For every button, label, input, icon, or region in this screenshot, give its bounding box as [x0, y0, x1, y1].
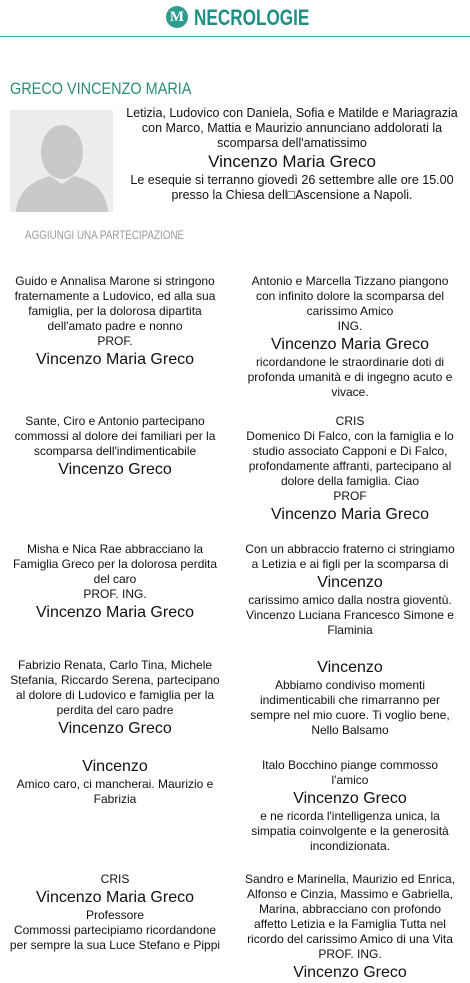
participation-text: ricordandone le straordinarie doti di profonda umanità e di ingegno acuto e vivace.	[247, 355, 453, 399]
participation-name: Vincenzo	[317, 659, 383, 676]
participation-title: Professore	[85, 908, 145, 922]
participation-title: CRIS	[100, 872, 130, 886]
participation-text: Abbiamo condiviso momenti indimenticabili che rimarranno per sempre nel mio cuore. Ti voglio bene, Nello Balsamo	[250, 678, 450, 737]
participation-title: CRIS	[335, 414, 365, 428]
participation-text: Sante, Ciro e Antonio partecipano commossi al dolore dei familiari per la scomparsa dell'indimenticabile	[14, 414, 216, 458]
participation-title: PROF. ING.	[318, 947, 382, 961]
participation-item	[8, 542, 222, 623]
participation-item	[8, 872, 222, 953]
add-participation-link[interactable]: AGGIUNGI UNA PARTECIPAZIONE	[25, 228, 185, 242]
participation-text: Fabrizio Renata, Carlo Tina, Michele Stefania, Riccardo Serena, partecipano al dolore di Ludovico e famiglia per la perdita del caro padre	[10, 658, 220, 717]
participation-item	[243, 872, 457, 983]
participation-name: Vincenzo Maria Greco	[36, 351, 194, 368]
participation-name: Vincenzo	[317, 574, 383, 591]
participation-item	[243, 657, 457, 738]
participation-name: Vincenzo Greco	[58, 720, 172, 737]
participation-name: Vincenzo Greco	[293, 790, 407, 807]
participation-name: Vincenzo Maria Greco	[271, 336, 429, 353]
participation-text: Amico caro, ci mancherai. Maurizio e Fabrizia	[16, 777, 214, 806]
participation-name: Vincenzo	[82, 758, 148, 775]
site-header	[0, 0, 470, 37]
avatar-placeholder-icon	[10, 110, 113, 212]
participation-item	[8, 658, 222, 739]
section-title[interactable]: NECROLOGIE	[194, 5, 310, 30]
participation-item	[8, 274, 222, 370]
participation-text: Misha e Nica Rae abbracciano la Famiglia Greco per la dolorosa perdita del caro	[12, 542, 218, 586]
participation-text: Commossi partecipiamo ricordandone per sempre la sua Luce Stefano e Pippi	[9, 923, 221, 952]
participation-title: PROF	[333, 489, 367, 503]
participation-text: carissimo amico dalla nostra gioventù. Vincenzo Luciana Francesco Simone e Flaminia	[246, 593, 454, 637]
participation-item	[8, 414, 222, 480]
participation-name: Vincenzo Maria Greco	[36, 604, 194, 621]
participation-name: Vincenzo Maria Greco	[36, 889, 194, 906]
participation-text: Italo Bocchino piange commosso l'amico	[261, 758, 439, 787]
participation-text: Domenico Di Falco, con la famiglia e lo studio associato Capponi e Di Falco, profondamente affranti, partecipano al dolore della famiglia. Ciao	[246, 429, 454, 488]
funeral-info: Le esequie si terranno giovedì 26 settembre alle ore 15.00 presso la Chiesa dell□Ascensione a Napoli.	[130, 173, 454, 202]
participation-item	[243, 414, 457, 525]
page-title: GRECO VINCENZO MARIA	[10, 79, 192, 98]
participation-name: Vincenzo Greco	[293, 964, 407, 981]
participation-title: PROF. ING.	[83, 587, 147, 601]
participation-item	[243, 758, 457, 854]
participation-text: Con un abbraccio fraterno ci stringiamo a Letizia e ai figli per la scomparsa di	[245, 542, 455, 571]
participation-text: Sandro e Marinella, Maurizio ed Enrica, Alfonso e Cinzia, Massimo e Gabriella, Marina, abbracciano con profondo affetto Letizia e la Famiglia Tutta nel ricordo del carissimo Amico di una Vita	[244, 872, 456, 946]
participation-text: Guido e Annalisa Marone si stringono fraternamente a Ludovico, ed alla sua famiglia, per la dolorosa dipartita dell'amato padre e nonno	[14, 274, 216, 333]
participation-title: PROF.	[97, 334, 133, 348]
participation-name: Vincenzo Greco	[58, 461, 172, 478]
deceased-name: Vincenzo Maria Greco	[208, 152, 376, 171]
participation-item	[8, 756, 222, 807]
participation-text: e ne ricorda l'intelligenza unica, la simpatia coinvolgente e la generosità incondizionata.	[251, 809, 449, 853]
participation-text: Antonio e Marcella Tizzano piangono con infinito dolore la scomparsa del carissimo Amico	[251, 274, 449, 318]
logo-icon[interactable]: M	[166, 6, 188, 28]
participation-title: ING.	[337, 319, 363, 333]
participation-name: Vincenzo Maria Greco	[271, 506, 429, 523]
participation-item	[243, 542, 457, 638]
announcement-text: Letizia, Ludovico con Daniela, Sofia e Matilde e Mariagrazia con Marco, Mattia e Maurizio annunciano addolorati la scomparsa dell'amatissimo	[126, 106, 458, 150]
announcement	[124, 106, 460, 203]
participation-item	[243, 274, 457, 400]
